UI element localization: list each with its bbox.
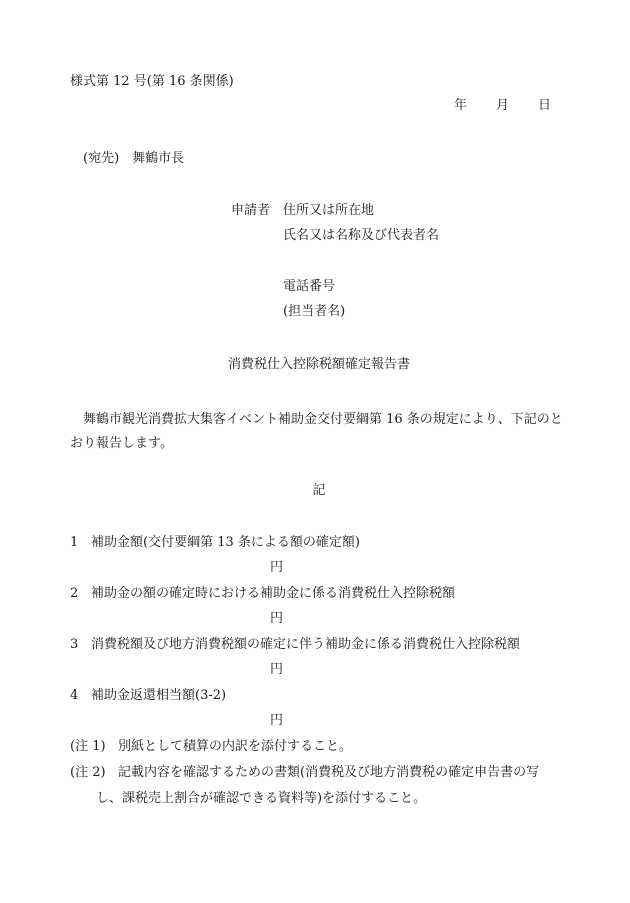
note-2-continuation: し、課税売上割合が確認できる資料等)を添付すること。 — [96, 791, 427, 806]
note-label: (注 1) — [70, 739, 106, 754]
applicant-phone-label: 電話番号 — [283, 279, 336, 294]
date-year-label: 年 — [454, 98, 468, 113]
applicant-name-label: 氏名又は名称及び代表者名 — [283, 228, 440, 243]
item-2 — [70, 587, 455, 600]
item-4-unit: 円 — [270, 713, 284, 728]
date-month-label: 月 — [496, 98, 510, 113]
applicant-label: 申請者 — [231, 203, 271, 218]
note-label: (注 2) — [70, 765, 106, 780]
note-text: 記載内容を確認するための書類(消費税及び地方消費税の確定申告書の写 — [118, 765, 540, 780]
addressee: (宛先) 舞鶴市長 — [83, 151, 185, 166]
note-2 — [70, 766, 539, 779]
item-3-unit: 円 — [270, 662, 284, 677]
item-text: 消費税額及び地方消費税額の確定に伴う補助金に係る消費税仕入控除税額 — [91, 637, 521, 652]
date-day-label: 日 — [538, 98, 552, 113]
date-field — [454, 99, 558, 112]
item-number: 1 — [70, 535, 79, 550]
item-1-unit: 円 — [270, 560, 284, 575]
item-number: 2 — [70, 586, 79, 601]
body-paragraph: 舞鶴市観光消費拡大集客イベント補助金交付要綱第 16 条の規定により、下記のとおり報告します。 — [70, 412, 563, 451]
item-number: 4 — [70, 688, 79, 703]
ki-heading: 記 — [312, 483, 326, 498]
applicant-contact-label: (担当者名) — [283, 304, 346, 319]
item-1 — [70, 536, 360, 549]
document-title: 消費税仕入控除税額確定報告書 — [227, 357, 410, 372]
item-2-unit: 円 — [270, 611, 284, 626]
item-text: 補助金額(交付要綱第 13 条による額の確定額) — [91, 535, 360, 550]
item-text: 補助金の額の確定時における補助金に係る消費税仕入控除税額 — [91, 586, 456, 601]
item-number: 3 — [70, 637, 79, 652]
item-text: 補助金返還相当額(3-2) — [91, 688, 227, 703]
form-number: 様式第 12 号(第 16 条関係) — [70, 74, 234, 89]
note-1 — [70, 740, 352, 753]
item-4 — [70, 689, 226, 702]
applicant-address-label: 住所又は所在地 — [283, 203, 375, 218]
note-text: 別紙として積算の内訳を添付すること。 — [118, 739, 353, 754]
item-3 — [70, 638, 520, 651]
